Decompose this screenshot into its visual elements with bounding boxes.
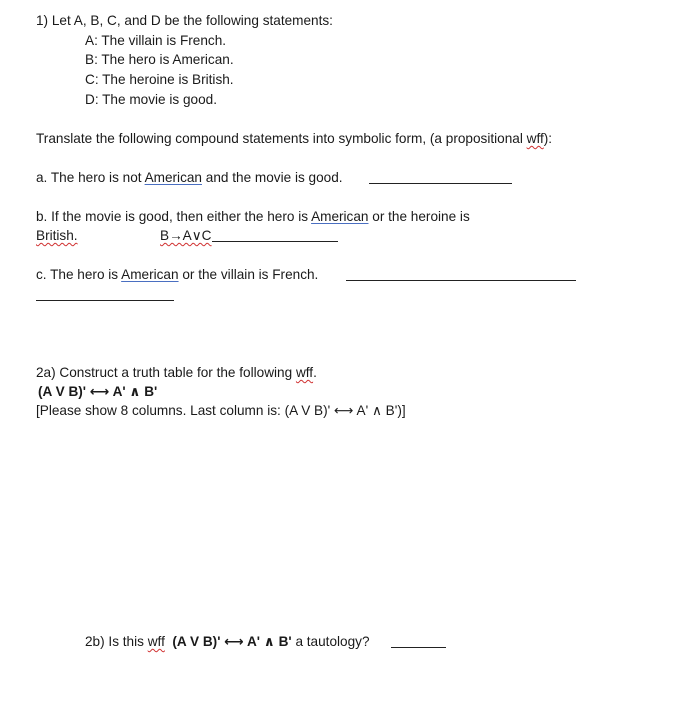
item-b-british: British. (36, 228, 78, 243)
item-a-post: and the movie is good. (202, 170, 343, 185)
q2a-post: . (313, 365, 317, 380)
q2b-prompt (85, 633, 370, 651)
translate-post: ): (543, 131, 553, 146)
answer-blank-b[interactable] (212, 241, 338, 242)
item-c-american: American (121, 267, 179, 282)
item-b-answer[interactable] (160, 227, 212, 245)
q1-intro: 1) Let A, B, C, and D be the following statements: (36, 13, 333, 28)
q2b-wff: wff (147, 634, 165, 649)
translate-pre: Translate the following compound statements into symbolic form, (a propositional (36, 131, 527, 146)
item-b-squiggle (80, 227, 160, 239)
statement-a: A: The villain is French. (85, 33, 227, 48)
answer-blank-a[interactable] (369, 183, 512, 184)
item-c-pre: c. The hero is (36, 267, 122, 282)
item-a (36, 169, 343, 187)
q2a-note: [Please show 8 columns. Last column is: (A V B)' ⟷ A' ∧ B')] (36, 403, 406, 418)
translate-instruction (36, 130, 552, 148)
q2a-pre: 2a) Construct a truth table for the following (36, 365, 296, 380)
statement-b: B: The hero is American. (85, 52, 234, 67)
statement-c: C: The heroine is British. (85, 72, 234, 87)
item-c (36, 266, 318, 284)
q2b-pre: 2b) Is this (85, 634, 148, 649)
answer-blank-c[interactable] (346, 280, 576, 281)
item-b (36, 208, 470, 226)
q2a-prompt (36, 364, 317, 382)
item-a-american: American (144, 170, 202, 185)
q2b-formula: (A V B)' ⟷ A' ∧ B' (172, 634, 292, 649)
statement-d: D: The movie is good. (85, 92, 217, 107)
item-c-post: or the villain is French. (178, 267, 319, 282)
answer-blank-c-line2[interactable] (36, 300, 174, 301)
answer-blank-2b[interactable] (391, 647, 446, 648)
q2a-formula: (A V B)' ⟷ A' ∧ B' (38, 384, 158, 399)
q2a-wff: wff (295, 365, 314, 380)
item-b-post: or the heroine is (368, 209, 470, 224)
item-b-pre: b. If the movie is good, then either the hero is (36, 209, 312, 224)
translate-wff: wff (526, 131, 544, 146)
q2b-post: a tautology? (291, 634, 370, 649)
item-b-answer-text: B→A∨C (160, 228, 212, 243)
item-a-pre: a. The hero is not (36, 170, 145, 185)
item-b-line2 (36, 227, 78, 245)
item-b-american: American (311, 209, 369, 224)
